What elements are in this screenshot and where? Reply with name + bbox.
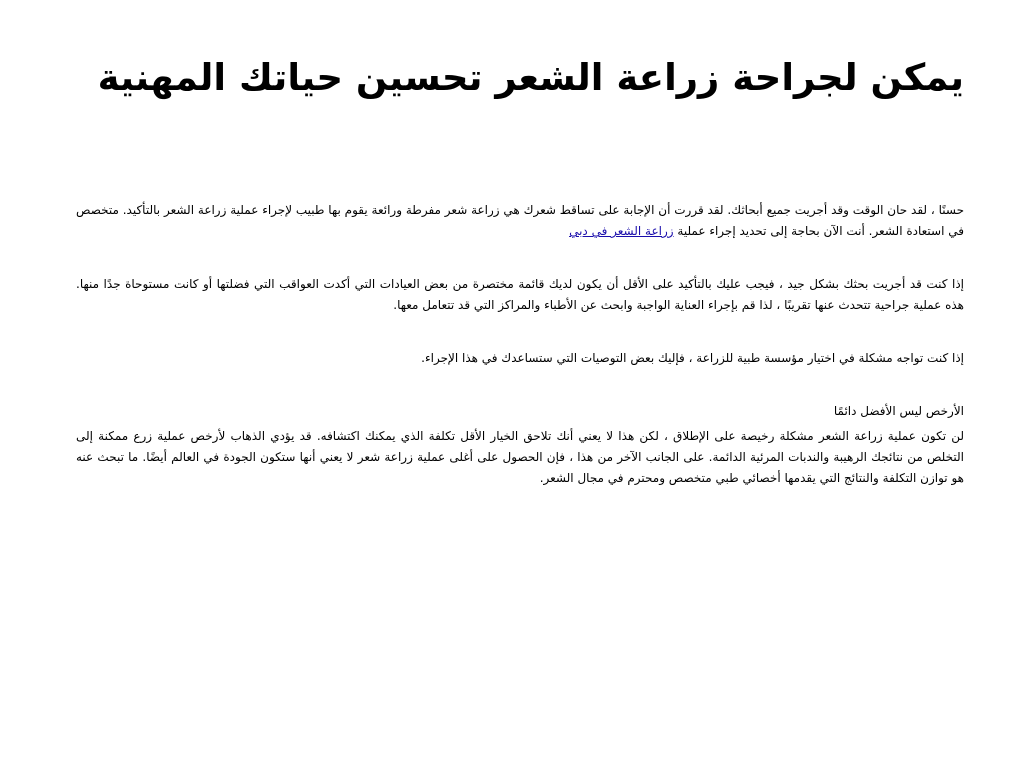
section-heading-cheapest: الأرخص ليس الأفضل دائمًا (833, 404, 964, 418)
paragraph-recommendations: إذا كنت تواجه مشكلة في اختيار مؤسسة طبية للزراعة ، فإليك بعض التوصيات التي ستساعدك في هذا الإجراء. (421, 351, 964, 365)
slide-title: يمكن لجراحة زراعة الشعر تحسين حياتك المهنية (97, 56, 964, 99)
slide-body (76, 200, 964, 521)
hair-transplant-dubai-link[interactable]: زراعة الشعر في دبي (569, 224, 674, 238)
paragraph-intro-text: حسنًا ، لقد حان الوقت وقد أجريت جميع أبحاثك. لقد قررت أن الإجابة على تساقط شعرك هي زراعة شعر مفرطة ورائعة يقوم بها طبيب لإجراء عملية زراعة الشعر بالتأكيد. متخصص في استعادة الشعر. أنت الآن بحاجة إلى تحديد إجراء عملية (76, 203, 964, 238)
paragraph-cost: لن تكون عملية زراعة الشعر مشكلة رخيصة على الإطلاق ، لكن هذا لا يعني أنك تلاحق الخيار الأقل تكلفة الذي يمكنك اكتشافه. قد يؤدي الذهاب لأرخص عملية زرع ممكنة إلى التخلص من نتائجك الرهيبة والندبات المرئية الدائمة. على الجانب الآخر من هذا ، فإن الحصول على أغلى عملية زراعة شعر لا يعني أنها ستكون الجودة في العالم أيضًا. ما تبحث عنه هو توازن التكلفة والنتائج التي يقدمها أخصائي طبي متخصص ومحترم في مجال الشعر. (76, 429, 964, 485)
paragraph-intro (76, 200, 964, 242)
paragraph-research: إذا كنت قد أجريت بحثك بشكل جيد ، فيجب عليك بالتأكيد على الأقل أن يكون لديك قائمة مختصرة من بعض العيادات التي أكدت العواقب التي فضلتها أو كانت مستوحاة جدًا منها. هذه عملية جراحية تتحدث عنها تقريبًا ، لذا قم بإجراء العناية الواجبة وابحث عن الأطباء والمراكز التي قد تتعامل معها. (76, 277, 964, 312)
